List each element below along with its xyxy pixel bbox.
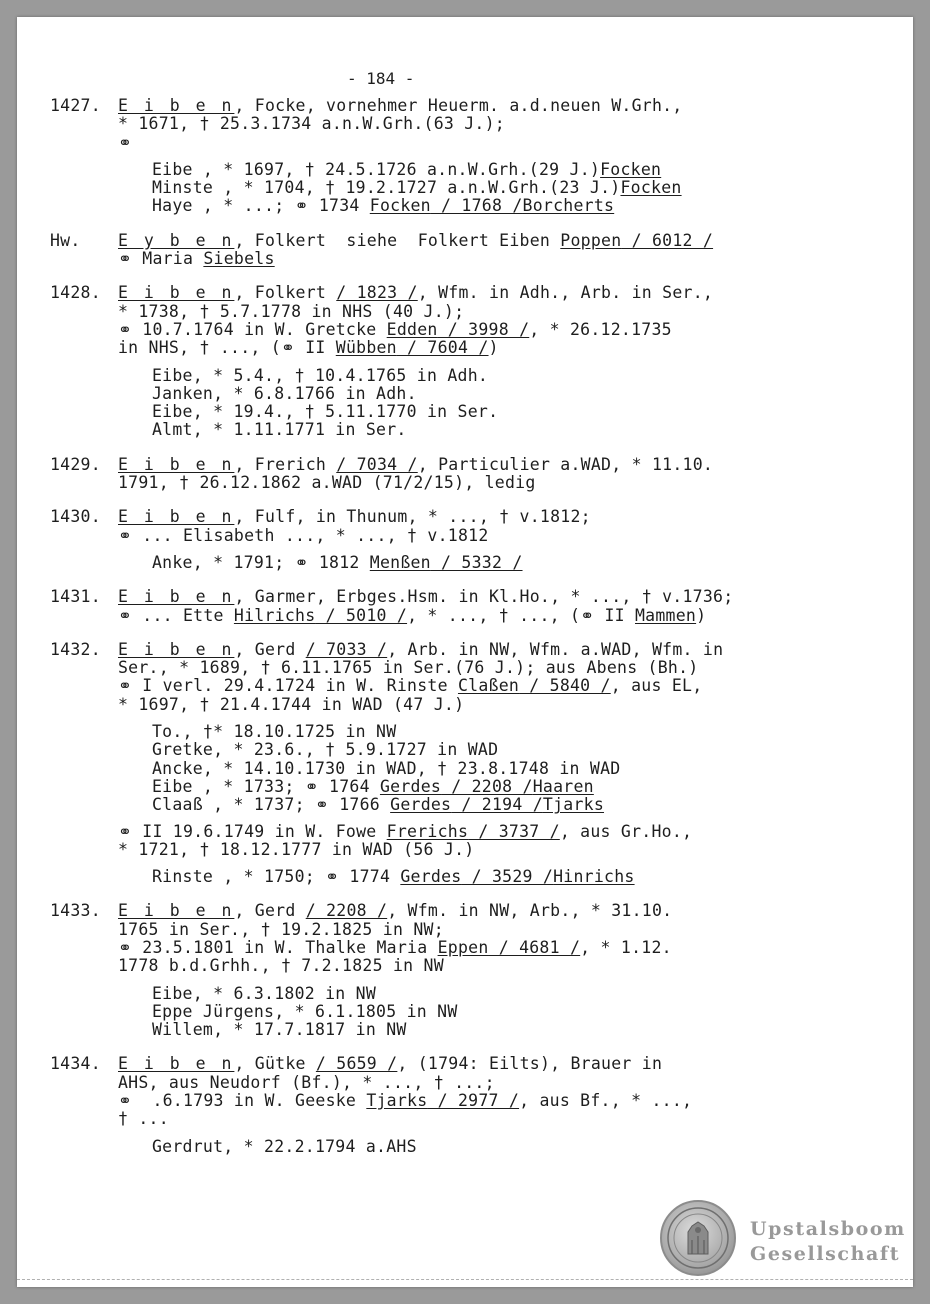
society-name-line2: Gesellschaft — [750, 1243, 901, 1265]
entry-number: 1430. — [50, 507, 101, 527]
line-text: , (1794: Eilts), Brauer in — [397, 1054, 663, 1074]
entry-number: 1432. — [50, 639, 101, 659]
line-text: Haye — [152, 196, 203, 216]
surname: E i b e n — [118, 507, 235, 527]
children-list — [118, 985, 897, 1040]
text-line — [118, 1055, 897, 1073]
text-line — [118, 1074, 897, 1092]
line-text: Willem, * 17.7.1817 in NW — [152, 1020, 407, 1040]
line-text: , Wfm. in NW, Arb., * 31.10. — [387, 901, 673, 921]
text-line — [118, 588, 897, 606]
text-line — [118, 115, 897, 133]
line-text: Janken, * 6.8.1766 in Adh. — [152, 383, 417, 403]
underlined-name: Claßen — [457, 676, 520, 696]
children-list — [118, 161, 897, 216]
cross-reference: / 3529 / — [461, 867, 554, 887]
underlined-name: Poppen — [560, 230, 622, 250]
underlined-name: Siebels — [203, 249, 275, 269]
page-number: - 184 - — [347, 69, 415, 88]
text-line — [118, 456, 897, 474]
line-text: 1765 in Ser., † 19.2.1825 in NW; — [118, 919, 444, 939]
text-line — [152, 796, 897, 814]
cross-reference: / 3737 / — [468, 821, 560, 841]
line-text: , Focke, vornehmer Heuerm. a.d.neuen W.Grh., — [234, 96, 683, 115]
text-line — [118, 284, 897, 302]
line-text: in NHS, † ..., (⚭ II — [118, 338, 336, 358]
document-page — [17, 17, 913, 1287]
underlined-name: Hilrichs — [233, 605, 316, 625]
underlined-name: Menßen — [369, 552, 431, 572]
line-text: , * ..., † ..., (⚭ II — [407, 605, 635, 625]
line-text: Rinste — [152, 867, 224, 887]
text-line — [118, 921, 897, 939]
text-line — [152, 723, 897, 741]
entry-number: 1431. — [50, 587, 101, 607]
text-line — [118, 97, 897, 115]
line-text: Eppe Jürgens, * 6.1.1805 in NW — [152, 1001, 458, 1021]
text-line — [118, 1110, 897, 1128]
genealogy-entry — [50, 284, 897, 439]
text-line — [118, 841, 897, 859]
text-line — [118, 527, 897, 545]
entry-number: 1429. — [50, 454, 101, 474]
children-list — [118, 1138, 897, 1156]
line-text: , Arb. in NW, Wfm. a.WAD, Wfm. in — [387, 639, 724, 659]
underlined-name: Wübben — [335, 338, 397, 358]
text-line — [152, 421, 897, 439]
text-line — [118, 1092, 897, 1110]
cross-reference: / 2208 / — [441, 776, 533, 796]
genealogy-entry — [50, 232, 897, 269]
entry-body — [118, 641, 897, 887]
text-line — [118, 677, 897, 695]
line-text: * 1738, † 5.7.1778 in NHS (40 J.); — [118, 301, 465, 321]
line-text: , * 1.12. — [580, 937, 672, 957]
line-text: Anke, * 1791; ⚭ 1812 — [152, 552, 370, 572]
surname: E y b e n — [118, 230, 235, 250]
line-text: ⚭ II 19.6.1749 in W. Fowe — [118, 821, 387, 841]
cross-reference: / 1823 / — [336, 283, 418, 303]
underlined-name: Focken — [600, 159, 662, 179]
genealogy-entry — [50, 97, 897, 216]
line-text: Eibe, * 5.4., † 10.4.1765 in Adh. — [152, 365, 489, 385]
text-line — [118, 232, 897, 250]
entry-number: 1434. — [50, 1054, 101, 1074]
text-line — [152, 403, 897, 421]
text-line — [118, 303, 897, 321]
line-text: , Gerd — [234, 639, 306, 659]
line-text: , Gütke — [234, 1054, 316, 1074]
surname: E i b e n — [118, 639, 235, 659]
line-text: Minste — [152, 178, 224, 198]
genealogy-entries — [50, 97, 897, 1156]
underlined-name: Tjarks — [366, 1091, 428, 1111]
underlined-name: Eppen — [437, 937, 489, 957]
genealogy-entry — [50, 508, 897, 572]
line-text: To., †* 18.10.1725 in NW — [152, 722, 397, 742]
entry-body — [118, 284, 897, 439]
line-text: * 1697, † 21.4.1744 in WAD (47 J.) — [118, 694, 465, 714]
underlined-name: Tjarks — [542, 795, 605, 815]
underlined-name: Focken — [620, 178, 682, 198]
entry-number: 1428. — [50, 283, 101, 303]
line-text: 1791, † 26.12.1862 a.WAD (71/2/15), ledig — [118, 473, 536, 493]
surname: E i b e n — [118, 901, 235, 921]
text-line — [152, 1003, 897, 1021]
line-text: ) — [696, 605, 707, 625]
line-text: , * 1750; ⚭ 1774 — [223, 867, 401, 887]
underlined-name: Gerdes — [390, 795, 452, 815]
text-line — [118, 474, 897, 492]
text-line — [152, 197, 897, 215]
line-text: ⚭ 10.7.1764 in W. Gretcke — [118, 319, 387, 339]
surname: E i b e n — [118, 454, 235, 474]
entry-body — [118, 232, 897, 269]
genealogy-entry — [50, 902, 897, 1039]
genealogy-entry — [50, 456, 897, 493]
text-line — [152, 1138, 897, 1156]
text-line — [152, 161, 897, 179]
cross-reference: / 6012 / — [621, 230, 714, 250]
genealogy-entry — [50, 641, 897, 887]
text-line — [118, 250, 897, 268]
line-text: , * 1704, † 19.2.1727 a.n.W.Grh.(23 J.) — [223, 178, 621, 198]
text-line — [118, 696, 897, 714]
line-text: , * ...; ⚭ 1734 — [202, 196, 370, 216]
line-text: , aus Bf., * ..., — [519, 1091, 693, 1111]
line-text: Eibe — [152, 159, 203, 179]
entry-body — [118, 456, 897, 493]
underlined-name: Focken — [369, 196, 431, 216]
surname: E i b e n — [118, 283, 235, 303]
underlined-name: Mammen — [635, 605, 697, 625]
text-line — [118, 659, 897, 677]
line-text: , aus EL, — [610, 676, 703, 696]
line-text: ⚭ I verl. 29.4.1724 in W. Rinste — [118, 676, 458, 696]
surname: E i b e n — [118, 1054, 235, 1074]
cross-reference: / 4681 / — [488, 937, 581, 957]
cross-reference: / 2194 / — [451, 795, 543, 815]
line-text: Almt, * 1.11.1771 in Ser. — [152, 420, 407, 440]
text-line — [152, 1021, 897, 1039]
text-line — [118, 939, 897, 957]
entry-number: 1433. — [50, 901, 101, 921]
entry-number: 1427. — [50, 96, 101, 115]
line-text: , Garmer, Erbges.Hsm. in Kl.Ho., * ..., † v.1736; — [234, 587, 734, 607]
line-text: , Fulf, in Thunum, * ..., † v.1812; — [234, 507, 591, 527]
surname: E i b e n — [118, 96, 235, 115]
line-text: ) — [488, 338, 499, 358]
genealogy-entry — [50, 588, 897, 625]
text-line — [152, 179, 897, 197]
line-text: ⚭ .6.1793 in W. Geeske — [118, 1091, 367, 1111]
text-line — [118, 321, 897, 339]
society-name-line1: Upstalsboom — [750, 1218, 906, 1240]
line-text: Claaß — [152, 795, 214, 815]
line-text: , * 1733; ⚭ 1764 — [202, 776, 380, 796]
underlined-name: Gerdes — [379, 776, 442, 796]
line-text: , Frerich — [234, 454, 337, 474]
cross-reference: / 5659 / — [315, 1054, 398, 1074]
line-text: ⚭ 23.5.1801 in W. Thalke Maria — [118, 937, 438, 957]
entry-body — [118, 1055, 897, 1155]
line-text: , * 1737; ⚭ 1766 — [213, 795, 391, 815]
society-logo — [750, 1217, 906, 1267]
text-line — [152, 385, 897, 403]
children-list — [118, 723, 897, 814]
cross-reference: / 7604 / — [396, 338, 489, 358]
second-marriage — [118, 823, 897, 860]
text-line — [118, 508, 897, 526]
society-seal-icon — [660, 1200, 736, 1276]
line-text: , Particulier a.WAD, * 11.10. — [417, 454, 714, 474]
line-text: † ... — [118, 1109, 169, 1129]
cross-reference: / 7033 / — [305, 639, 388, 659]
text-line — [118, 823, 897, 841]
text-line — [152, 741, 897, 759]
text-line — [152, 554, 897, 572]
line-text: Eibe, * 19.4., † 5.11.1770 in Ser. — [152, 402, 499, 422]
genealogy-entry — [50, 1055, 897, 1155]
cross-reference: / 1768 / — [430, 196, 523, 216]
text-line — [118, 607, 897, 625]
line-text: , Folkert — [234, 283, 337, 303]
text-line — [118, 957, 897, 975]
entry-body — [118, 508, 897, 572]
line-text: ⚭ Maria — [118, 249, 204, 269]
surname: E i b e n — [118, 587, 235, 607]
underlined-name: Haaren — [532, 776, 594, 796]
line-text: , Gerd — [234, 901, 306, 921]
line-text: * 1671, † 25.3.1734 a.n.W.Grh.(63 J.); — [118, 114, 505, 134]
line-text: Eibe, * 6.3.1802 in NW — [152, 983, 377, 1003]
line-text: AHS, aus Neudorf (Bf.), * ..., † ...; — [118, 1072, 495, 1092]
cross-reference: / 5010 / — [315, 605, 408, 625]
line-text: , Folkert siehe Folkert Eiben — [234, 230, 561, 250]
text-line — [152, 778, 897, 796]
entry-body — [118, 97, 897, 216]
underlined-name: Hinrichs — [553, 867, 635, 887]
line-text: Ancke, * 14.10.1730 in WAD, † 23.8.1748 in WAD — [152, 758, 621, 778]
cross-reference: / 5840 / — [519, 676, 611, 696]
children-list — [118, 367, 897, 440]
text-line — [152, 985, 897, 1003]
cross-reference: / 7034 / — [336, 454, 418, 474]
text-line — [118, 134, 897, 152]
entry-number: Hw. — [50, 230, 81, 250]
line-text: Gerdrut, * 22.2.1794 a.AHS — [152, 1136, 417, 1156]
line-text: * 1721, † 18.12.1777 in WAD (56 J.) — [118, 839, 475, 859]
underlined-name: Edden — [386, 319, 438, 339]
line-text: , Wfm. in Adh., Arb. in Ser., — [417, 283, 714, 303]
underlined-name: Borcherts — [522, 196, 615, 216]
underlined-name: Gerdes — [400, 867, 462, 887]
line-text: ⚭ — [118, 132, 133, 152]
line-text: ⚭ ... Ette — [118, 605, 234, 625]
cross-reference: / 5332 / — [430, 552, 523, 572]
line-text: , aus Gr.Ho., — [559, 821, 693, 841]
entry-body — [118, 902, 897, 1039]
cross-reference: / 2977 / — [427, 1091, 520, 1111]
line-text: ⚭ ... Elisabeth ..., * ..., † v.1812 — [118, 525, 489, 545]
cross-reference: / 2208 / — [305, 901, 388, 921]
text-line — [152, 868, 897, 886]
line-text: , * 26.12.1735 — [529, 319, 672, 339]
cross-reference: / 3998 / — [437, 319, 530, 339]
line-text: Eibe — [152, 776, 203, 796]
line-text: Ser., * 1689, † 6.11.1765 in Ser.(76 J.); aus Abens (Bh.) — [118, 658, 699, 678]
line-text: 1778 b.d.Grhh., † 7.2.1825 in NW — [118, 956, 444, 976]
text-line — [118, 902, 897, 920]
entry-body — [118, 588, 897, 625]
text-line — [118, 641, 897, 659]
line-text: , * 1697, † 24.5.1726 a.n.W.Grh.(29 J.) — [202, 159, 601, 179]
children-list — [118, 868, 897, 886]
text-line — [152, 367, 897, 385]
text-line — [118, 339, 897, 357]
line-text: Gretke, * 23.6., † 5.9.1727 in WAD — [152, 740, 499, 760]
children-list — [118, 554, 897, 572]
bottom-divider — [17, 1279, 913, 1280]
underlined-name: Frerichs — [386, 821, 469, 841]
text-line — [152, 760, 897, 778]
